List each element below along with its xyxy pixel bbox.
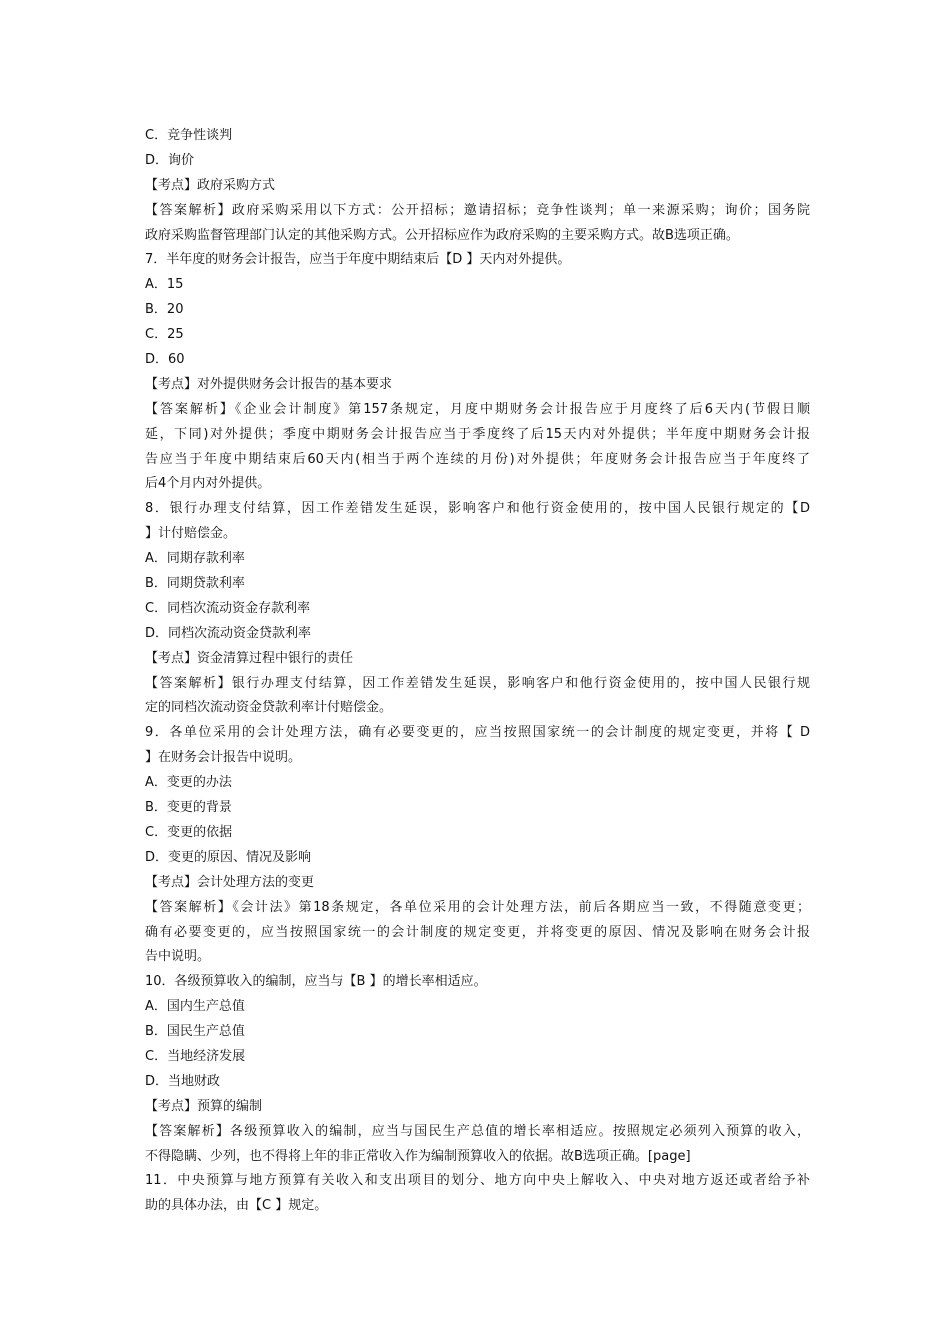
document-line: D．60 (145, 352, 185, 368)
document-line: A．变更的办法 (145, 775, 232, 791)
document-line: 定的同档次流动资金贷款利率计付赔偿金。 (145, 700, 393, 716)
document-line: 】计付赔偿金。 (145, 526, 237, 542)
document-line: C．变更的依据 (145, 824, 233, 840)
document-line: B．变更的背景 (145, 800, 232, 816)
document-line: B．同期贷款利率 (145, 576, 245, 592)
document-line: 政府采购监督管理部门认定的其他采购方式。公开招标应作为政府采购的主要采购方式。故B选项正确。 (145, 227, 739, 243)
document-line: A．15 (145, 277, 184, 293)
document-line: 7．半年度的财务会计报告，应当于年度中期结束后【D 】天内对外提供。 (145, 252, 571, 268)
document-line: C．25 (145, 327, 184, 343)
document-line: 【答案解析】《会计法》第18条规定，各单位采用的会计处理方法，前后各期应当一致，不得随意变更； (145, 899, 810, 915)
document-line: 9．各单位采用的会计处理方法，确有必要变更的，应当按照国家统一的会计制度的规定变更，并将【 D (145, 725, 810, 741)
document-body (145, 124, 810, 1219)
document-line: 8．银行办理支付结算，因工作差错发生延误，影响客户和他行资金使用的，按中国人民银行规定的【D (145, 501, 810, 517)
document-line: 【考点】政府采购方式 (145, 177, 276, 193)
document-line: 告应当于年度中期结束后60天内(相当于两个连续的月份)对外提供；年度财务会计报告应当于年度终了 (145, 451, 810, 467)
document-line: 】在财务会计报告中说明。 (145, 750, 302, 766)
document-line: 延，下同)对外提供；季度中期财务会计报告应当于季度终了后15天内对外提供；半年度中期财务会计报 (145, 426, 810, 442)
document-line: 【考点】对外提供财务会计报告的基本要求 (145, 376, 393, 392)
document-line: 【答案解析】各级预算收入的编制，应当与国民生产总值的增长率相适应。按照规定必须列入预算的收入， (145, 1123, 810, 1139)
document-line: 【考点】预算的编制 (145, 1098, 263, 1114)
document-line: 【答案解析】银行办理支付结算，因工作差错发生延误，影响客户和他行资金使用的，按中国人民银行规 (145, 675, 810, 691)
document-line: C．当地经济发展 (145, 1048, 246, 1064)
document-line: D．变更的原因、情况及影响 (145, 849, 312, 865)
document-line: D．当地财政 (145, 1073, 221, 1089)
document-line: 确有必要变更的，应当按照国家统一的会计制度的规定变更，并将变更的原因、情况及影响在财务会计报 (145, 924, 810, 940)
document-line: 【答案解析】《企业会计制度》第157条规定，月度中期财务会计报告应于月度终了后6天内(节假日顺 (145, 401, 810, 417)
document-line: 11．中央预算与地方预算有关收入和支出项目的划分、地方向中央上解收入、中央对地方返还或者给予补 (145, 1173, 810, 1189)
document-line: 助的具体办法，由【C 】规定。 (145, 1198, 328, 1214)
document-line: B．20 (145, 302, 184, 318)
document-line: 【答案解析】政府采购采用以下方式：公开招标；邀请招标；竞争性谈判；单一来源采购；询价；国务院 (145, 202, 810, 218)
document-line: D．询价 (145, 152, 195, 168)
document-line: D．同档次流动资金贷款利率 (145, 625, 312, 641)
document-line: A．同期存款利率 (145, 551, 245, 567)
document-line: 不得隐瞒、少列，也不得将上年的非正常收入作为编制预算收入的依据。故B选项正确。[page] (145, 1148, 691, 1164)
document-line: A．国内生产总值 (145, 999, 245, 1015)
document-line: 10．各级预算收入的编制，应当与【B 】的增长率相适应。 (145, 974, 487, 990)
document-line: 后4个月内对外提供。 (145, 476, 271, 492)
document-line: 告中说明。 (145, 949, 211, 965)
document-line: C．竞争性谈判 (145, 128, 233, 143)
document-line: C．同档次流动资金存款利率 (145, 600, 311, 616)
document-line: 【考点】资金清算过程中银行的责任 (145, 650, 354, 666)
document-line: 【考点】会计处理方法的变更 (145, 874, 315, 890)
document-line: B．国民生产总值 (145, 1024, 245, 1040)
